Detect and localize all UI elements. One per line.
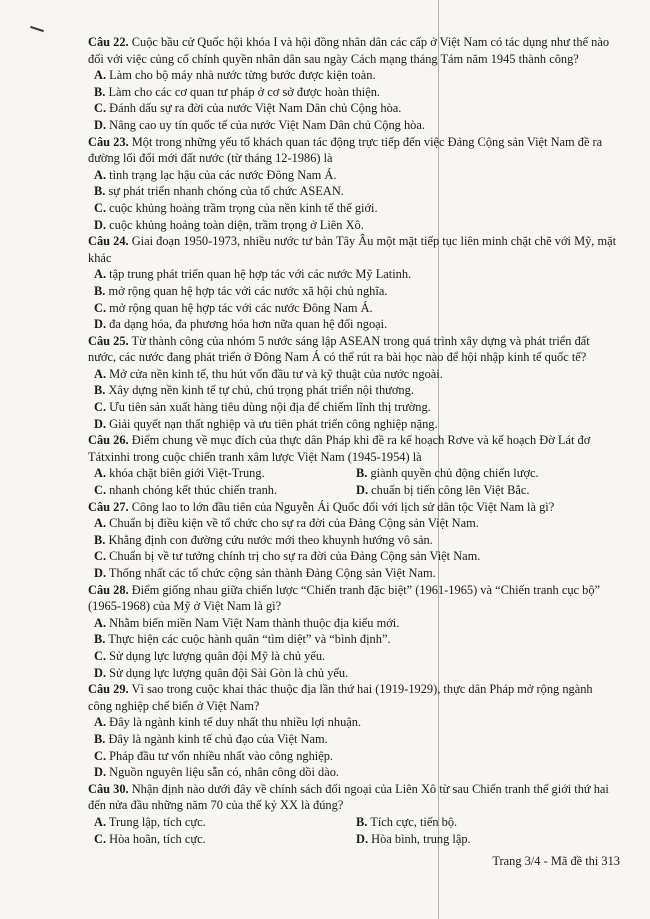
answer-option <box>88 532 618 549</box>
option-text: Nâng cao uy tín quốc tế của nước Việt Nam Dân chủ Cộng hòa. <box>109 117 425 132</box>
question-block <box>88 432 618 498</box>
answer-option <box>88 100 618 117</box>
question-block <box>88 134 618 234</box>
question-list <box>88 34 618 847</box>
option-text: tập trung phát triển quan hệ hợp tác với các nước Mỹ Latinh. <box>109 267 412 282</box>
option-letter: C. <box>94 400 107 415</box>
question-number: Câu 22. <box>88 35 129 49</box>
question-number: Câu 29. <box>88 682 129 697</box>
option-text: Làm cho bộ máy nhà nước từng bước được kiện toàn. <box>109 68 376 83</box>
question-text: Một trong những yếu tố khách quan tác động trực tiếp đến việc Đảng Cộng sản Việt Nam đề ra đường lối đổi mới đất nước (từ tháng 12-1986) là <box>88 134 603 166</box>
question-text: Nhận định nào dưới đây về chính sách đối ngoại của Liên Xô từ sau Chiến tranh thế giới thứ hai đến nửa đầu những năm 70 của thế kỷ XX là đúng? <box>88 781 609 813</box>
question-text: Từ thành công của nhóm 5 nước sáng lập ASEAN trong quá trình xây dựng và phát triển đất nước, các nước đang phát triển ở Đông Nam Á có thể rút ra bài học nào để hội nhập kinh tế quốc tế? <box>88 333 590 365</box>
option-text: Mở cửa nền kinh tế, thu hút vốn đầu tư và kỹ thuật của nước ngoài. <box>109 366 443 381</box>
option-text: Ưu tiên sản xuất hàng tiêu dùng nội địa để chiếm lĩnh thị trường. <box>109 400 431 415</box>
option-row <box>88 465 618 482</box>
option-row <box>88 814 618 831</box>
answer-option <box>356 831 618 848</box>
option-text: đa dạng hóa, đa phương hóa hơn nữa quan hệ đối ngoại. <box>109 317 388 332</box>
option-letter: B. <box>94 632 106 647</box>
scan-mark <box>30 26 44 32</box>
question-number: Câu 26. <box>88 433 129 448</box>
question-block <box>88 499 618 582</box>
option-letter: B. <box>94 84 106 99</box>
answer-option <box>88 200 618 217</box>
question-stem <box>88 432 618 465</box>
answer-option <box>88 515 618 532</box>
option-letter: A. <box>94 167 107 182</box>
option-letter: D. <box>356 831 369 846</box>
option-text: cuộc khủng hoảng trầm trọng của nền kinh tế thế giới. <box>109 200 378 215</box>
option-text: Làm cho các cơ quan tư pháp ở cơ sở được hoàn thiện. <box>108 84 381 99</box>
answer-option <box>88 748 618 765</box>
question-stem <box>88 582 618 615</box>
option-letter: D. <box>94 765 107 780</box>
answer-option <box>88 548 618 565</box>
option-text: chuẩn bị tiến công lên Việt Bắc. <box>371 483 530 498</box>
question-text: Vì sao trong cuộc khai thác thuộc địa lần thứ hai (1919-1929), thực dân Pháp mở rộng ngành công nghiệp chế biến ở Việt Nam? <box>88 682 593 713</box>
question-stem <box>88 781 618 814</box>
answer-option <box>88 416 618 433</box>
answer-option <box>88 300 618 317</box>
answer-option <box>88 648 618 665</box>
answer-option <box>88 366 618 383</box>
answer-option <box>88 217 618 234</box>
answer-option <box>88 631 618 648</box>
option-letter: A. <box>94 68 107 83</box>
option-text: Đây là ngành kinh tế duy nhất thu nhiều lợi nhuận. <box>109 715 362 730</box>
answer-option <box>88 283 618 300</box>
option-letter: B. <box>94 184 106 199</box>
answer-option <box>88 117 618 134</box>
option-text: sự phát triển nhanh chóng của tổ chức ASEAN. <box>108 184 344 199</box>
question-stem <box>88 333 618 366</box>
option-text: Pháp đầu tư vốn nhiều nhất vào công nghiệp. <box>109 748 334 763</box>
option-letter: D. <box>356 483 369 498</box>
option-text: Thống nhất các tổ chức cộng sản thành Đảng Cộng sản Việt Nam. <box>108 566 436 580</box>
option-letter: B. <box>94 283 106 298</box>
question-stem <box>88 499 618 516</box>
answer-option <box>94 482 356 499</box>
option-letter: A. <box>94 267 107 282</box>
answer-option <box>88 764 618 781</box>
answer-option <box>88 84 618 101</box>
option-letter: C. <box>94 648 107 663</box>
option-letter: A. <box>94 516 107 531</box>
option-text: cuộc khủng hoảng toàn diện, trầm trọng ở Liên Xô. <box>109 217 364 232</box>
answer-option <box>88 399 618 416</box>
option-letter: A. <box>94 814 107 829</box>
option-letter: B. <box>356 814 368 829</box>
answer-option <box>88 167 618 184</box>
question-stem <box>88 134 618 167</box>
option-text: Hòa bình, trung lập. <box>371 831 471 846</box>
option-letter: D. <box>94 665 107 680</box>
option-letter: C. <box>94 300 107 315</box>
option-letter: D. <box>94 317 107 332</box>
option-letter: C. <box>94 101 107 116</box>
option-row <box>88 482 618 499</box>
answer-option <box>88 565 618 582</box>
question-block <box>88 233 618 333</box>
answer-option <box>88 714 618 731</box>
answer-option <box>356 814 618 831</box>
option-text: Nhằm biến miền Nam Việt Nam thành thuộc địa kiểu mới. <box>109 615 400 630</box>
option-text: Chuẩn bị về tư tưởng chính trị cho sự ra đời của Đảng Cộng sản Việt Nam. <box>109 549 481 564</box>
question-text: Điểm chung về mục đích của thực dân Pháp khi đề ra kế hoạch Rơve và kế hoạch Đờ Lát đơ Tátxinhi trong cuộc chiến tranh xâm lược Việt Nam (1945-1954) là <box>88 433 591 464</box>
option-letter: B. <box>94 383 106 398</box>
question-number: Câu 30. <box>88 781 129 796</box>
answer-option <box>88 382 618 399</box>
option-text: giành quyền chủ động chiến lược. <box>370 466 539 481</box>
option-text: Chuẩn bị điều kiện về tổ chức cho sự ra đời của Đảng Cộng sản Việt Nam. <box>109 516 479 531</box>
answer-option <box>94 814 356 831</box>
option-text: Hòa hoãn, tích cực. <box>109 831 206 846</box>
option-text: Giải quyết nạn thất nghiệp và ưu tiên phát triển công nghiệp nặng. <box>109 416 438 431</box>
option-text: Sử dụng lực lượng quân đội Sài Gòn là chủ yếu. <box>109 665 349 680</box>
question-number: Câu 28. <box>88 582 129 597</box>
answer-option <box>94 831 356 848</box>
question-stem <box>88 681 618 714</box>
option-letter: D. <box>94 117 107 132</box>
question-block <box>88 34 618 134</box>
option-text: Thực hiện các cuộc hành quân “tìm diệt” và “bình định”. <box>108 632 391 647</box>
option-letter: A. <box>94 715 107 730</box>
option-text: Đánh dấu sự ra đời của nước Việt Nam Dân chủ Cộng hòa. <box>109 101 402 116</box>
question-number: Câu 27. <box>88 499 129 514</box>
option-letter: C. <box>94 549 107 564</box>
option-text: Khẳng định con đường cứu nước mới theo khuynh hướng vô sản. <box>108 532 433 547</box>
option-text: mở rộng quan hệ hợp tác với các nước Đông Nam Á. <box>109 300 373 315</box>
question-number: Câu 24. <box>88 234 129 249</box>
option-letter: C. <box>94 200 107 215</box>
option-text: Đây là ngành kinh tế chủ đạo của Việt Nam. <box>108 731 328 746</box>
answer-option <box>88 316 618 333</box>
question-text: Điểm giống nhau giữa chiến lược “Chiến tranh đặc biệt” (1961-1965) và “Chiến tranh cục bộ” (1965-1968) của Mỹ ở Việt Nam là gì? <box>88 582 601 614</box>
option-row <box>88 831 618 848</box>
question-block <box>88 681 618 781</box>
option-letter: B. <box>356 466 368 481</box>
option-letter: B. <box>94 731 106 746</box>
option-text: Trung lập, tích cực. <box>108 814 206 829</box>
answer-option <box>94 465 356 482</box>
question-number: Câu 23. <box>88 134 129 149</box>
question-stem <box>88 34 618 67</box>
answer-option <box>88 266 618 283</box>
answer-option <box>356 465 618 482</box>
question-number: Câu 25. <box>88 333 129 348</box>
question-text: Công lao to lớn đầu tiên của Nguyễn Ái Quốc đối với lịch sử dân tộc Việt Nam là gì? <box>131 499 555 514</box>
option-text: mở rộng quan hệ hợp tác với các nước xã hội chủ nghĩa. <box>108 283 388 298</box>
answer-option <box>88 665 618 682</box>
option-letter: D. <box>94 566 107 580</box>
answer-option <box>88 183 618 200</box>
question-text: Giai đoạn 1950-1973, nhiều nước tư bản Tây Âu một mặt tiếp tục liên minh chặt chẽ với Mỹ, mặt khác <box>88 234 617 265</box>
page-footer: Trang 3/4 - Mã đề thi 313 <box>492 854 620 868</box>
option-text: khóa chặt biên giới Việt-Trung. <box>109 466 265 481</box>
option-letter: C. <box>94 831 107 846</box>
option-text: Xây dựng nền kinh tế tự chủ, chú trọng phát triển nội thương. <box>108 383 414 398</box>
answer-option <box>88 67 618 84</box>
option-text: nhanh chóng kết thúc chiến tranh. <box>109 483 278 498</box>
option-letter: C. <box>94 748 107 763</box>
answer-option <box>88 615 618 632</box>
question-block <box>88 781 618 847</box>
option-text: tình trạng lạc hậu của các nước Đông Nam Á. <box>109 167 337 182</box>
question-stem <box>88 233 618 266</box>
answer-option <box>88 731 618 748</box>
option-letter: B. <box>94 532 106 547</box>
option-letter: A. <box>94 615 107 630</box>
option-letter: D. <box>94 416 107 431</box>
option-letter: A. <box>94 466 107 481</box>
answer-option <box>356 482 618 499</box>
question-text: Cuộc bầu cử Quốc hội khóa I và hội đồng nhân dân các cấp ở Việt Nam có tác dụng như thế nào đối với việc củng cố chính quyền nhân dân sau ngày Cách mạng tháng Tám năm 1945 thành công? <box>88 35 610 66</box>
question-block <box>88 333 618 433</box>
question-block <box>88 582 618 682</box>
option-letter: D. <box>94 217 107 232</box>
option-text: Nguồn nguyên liệu sẵn có, nhân công dồi dào. <box>109 765 340 780</box>
option-text: Tích cực, tiến bộ. <box>370 814 458 829</box>
option-text: Sử dụng lực lượng quân đội Mỹ là chủ yếu. <box>109 648 326 663</box>
option-letter: A. <box>94 366 107 381</box>
option-letter: C. <box>94 483 107 498</box>
